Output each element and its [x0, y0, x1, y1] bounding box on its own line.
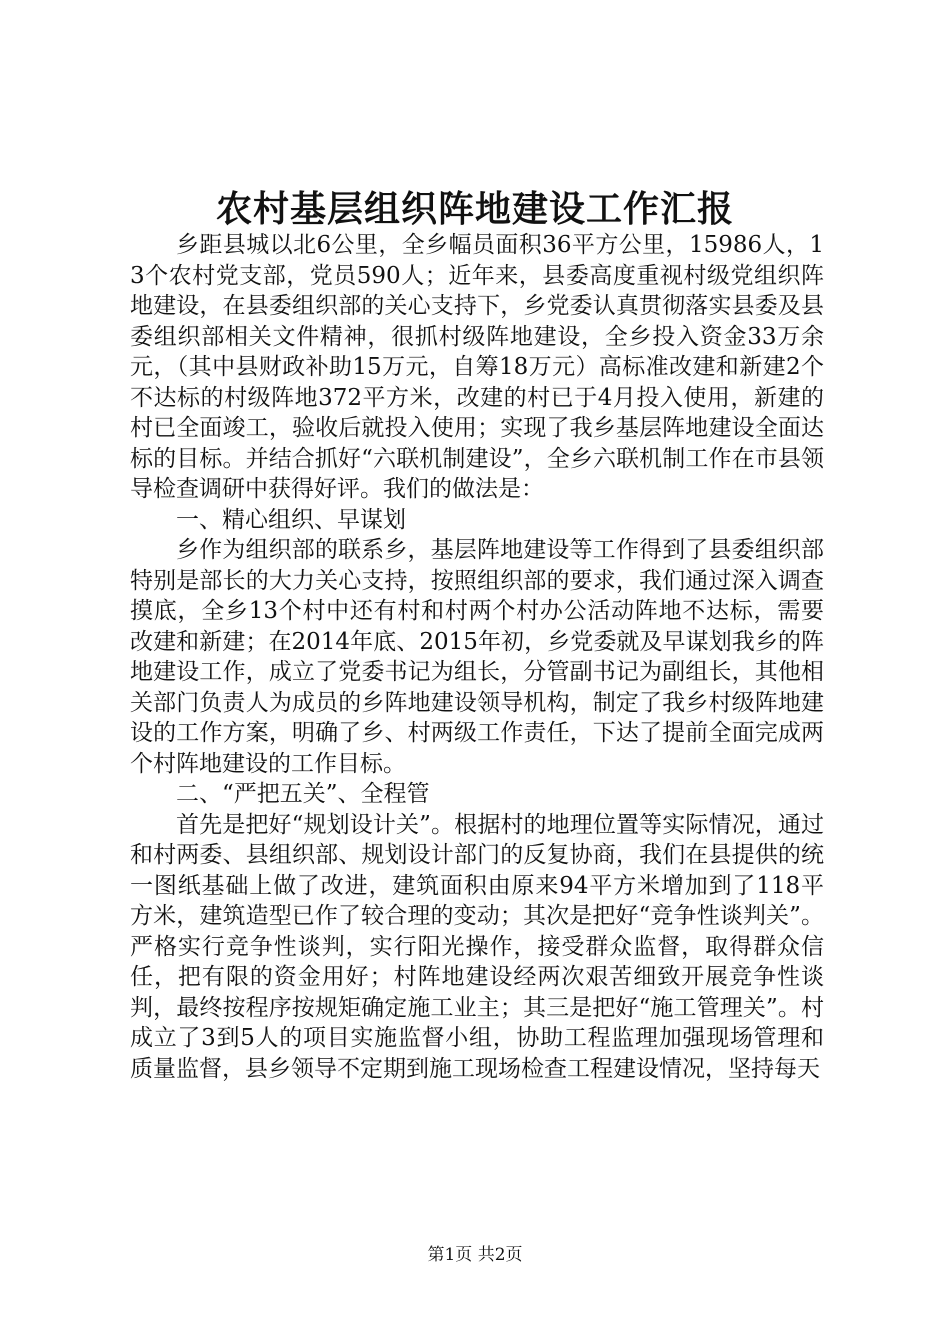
document-body	[130, 230, 824, 1084]
document-title: 农村基层组织阵地建设工作汇报	[215, 188, 734, 230]
paragraph-section-1: 乡作为组织部的联系乡，基层阵地建设等工作得到了县委组织部特别是部长的大力关心支持，按照组织部的要求，我们通过深入调查摸底，全乡13个村中还有村和村两个村办公活动阵地不达标，需要改建和新建；在2014年底、2015年初，乡党委就及早谋划我乡的阵地建设工作，成立了党委书记为组长，分管副书记为副组长，其他相关部门负责人为成员的乡阵地建设领导机构，制定了我乡村级阵地建设的工作方案，明确了乡、村两级工作责任，下达了提前全面完成两个村阵地建设的工作目标。	[130, 537, 824, 777]
section-heading-2: 二、“严把五关”、全程管	[176, 781, 430, 807]
section-heading-1: 一、精心组织、早谋划	[176, 506, 406, 533]
paragraph-section-2: 首先是把好“规划设计关”。根据村的地理位置等实际情况，通过和村两委、县组织部、规划设计部门的反复协商，我们在县提供的统一图纸基础上做了改进，建筑面积由原来94平方米增加到了118平方米，建筑造型已作了较合理的变动；其次是把好“竞争性谈判关”。严格实行竞争性谈判，实行阳光操作，接受群众监督，取得群众信任，把有限的资金用好；村阵地建设经两次艰苦细致开展竞争性谈判，最终按程序按规矩确定施工业主；其三是把好“施工管理关”。村成立了3到5人的项目实施监督小组，协助工程监理加强现场管理和质量监督，县乡领导不定期到施工现场检查工程建设情况，坚持每天	[130, 811, 824, 1082]
page-footer: 第1页 共2页	[427, 1245, 523, 1265]
paragraph-intro: 乡距县城以北6公里，全乡幅员面积36平方公里，15986人，13个农村党支部，党员590人；近年来，县委高度重视村级党组织阵地建设，在县委组织部的关心支持下，乡党委认真贯彻落实县委及县委组织部相关文件精神，很抓村级阵地建设，全乡投入资金33万余元，（其中县财政补助15万元，自筹18万元）高标准改建和新建2个不达标的村级阵地372平方米，改建的村已于4月投入使用，新建的村已全面竣工，验收后就投入使用；实现了我乡基层阵地建设全面达标的目标。并结合抓好“六联机制建设”，全乡六联机制工作在市县领导检查调研中获得好评。我们的做法是：	[130, 232, 824, 502]
